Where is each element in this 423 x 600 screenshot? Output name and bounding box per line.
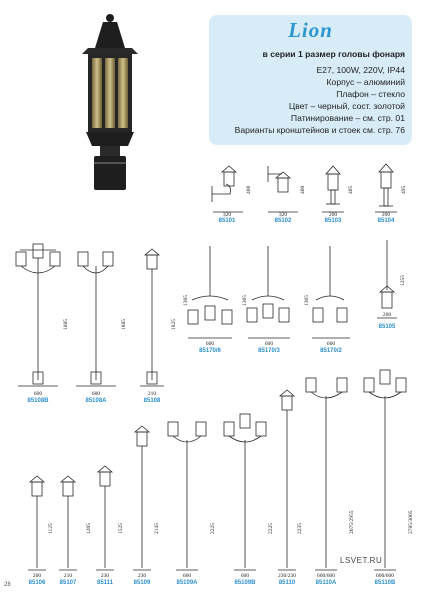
drawing-85170-6 bbox=[188, 246, 232, 338]
width-dimension: 230 bbox=[100, 573, 110, 579]
width-dimension: 600 bbox=[326, 341, 336, 347]
drawing-85107 bbox=[59, 476, 77, 570]
width-dimension: 230/230 bbox=[277, 573, 297, 579]
drawing-85170-2 bbox=[312, 246, 350, 338]
height-dimension: 2675/2955 bbox=[349, 510, 355, 534]
drawing-85110A bbox=[306, 378, 347, 570]
width-dimension: 600 bbox=[91, 391, 101, 397]
spec-line: в серии 1 размер головы фонаря bbox=[262, 49, 405, 59]
height-dimension: 1365 bbox=[304, 295, 310, 306]
width-dimension: 230 bbox=[137, 573, 147, 579]
width-dimension: 600/600 bbox=[375, 573, 395, 579]
height-dimension: 1255 bbox=[400, 275, 406, 286]
width-dimension: 210 bbox=[147, 391, 157, 397]
product-code: 85109B bbox=[234, 580, 256, 586]
spec-line: E27, 100W, 220V, IP44 bbox=[316, 65, 405, 75]
height-dimension: 2235 bbox=[297, 523, 303, 534]
height-dimension: 400 bbox=[246, 185, 252, 194]
drawing-85110 bbox=[278, 390, 296, 570]
product-code: 85170/2 bbox=[320, 348, 342, 354]
drawing-85108B bbox=[16, 244, 60, 386]
product-code: 85108A bbox=[85, 398, 107, 404]
product-code: 85170/3 bbox=[258, 348, 280, 354]
drawing-85105 bbox=[377, 240, 397, 318]
drawing-85103 bbox=[322, 166, 344, 212]
product-code: 85101 bbox=[218, 218, 236, 224]
site-url: LSVET.RU bbox=[340, 556, 383, 565]
drawing-85109 bbox=[133, 426, 151, 570]
drawing-85109B bbox=[224, 414, 266, 570]
width-dimension: 600 bbox=[182, 573, 192, 579]
height-dimension: 400 bbox=[300, 185, 306, 194]
height-dimension: 495 bbox=[401, 185, 407, 194]
height-dimension: 2785/3065 bbox=[408, 510, 414, 534]
height-dimension: 405 bbox=[348, 185, 354, 194]
height-dimension: 1365 bbox=[183, 295, 189, 306]
height-dimension: 2225 bbox=[268, 523, 274, 534]
product-code: 85170/6 bbox=[199, 348, 221, 354]
spec-line: Патинирование – см. стр. 01 bbox=[290, 113, 405, 123]
height-dimension: 1365 bbox=[242, 295, 248, 306]
height-dimension: 2145 bbox=[154, 523, 160, 534]
product-code: 85108 bbox=[143, 398, 161, 404]
width-dimension: 320 bbox=[278, 212, 288, 218]
width-dimension: 320 bbox=[222, 212, 232, 218]
drawing-85104 bbox=[375, 164, 397, 212]
drawing-85102 bbox=[268, 166, 298, 212]
product-code: 85106 bbox=[28, 580, 46, 586]
width-dimension: 600 bbox=[205, 341, 215, 347]
width-dimension: 600 bbox=[264, 341, 274, 347]
spec-line: Плафон – стекло bbox=[336, 89, 405, 99]
drawing-85109A bbox=[168, 422, 206, 570]
product-code: 85104 bbox=[377, 218, 395, 224]
product-code: 85110A bbox=[315, 580, 337, 586]
height-dimension: 1885 bbox=[121, 319, 127, 330]
product-code: 85102 bbox=[274, 218, 292, 224]
width-dimension: 600 bbox=[240, 573, 250, 579]
spec-line: Цвет – черный, сост. золотой bbox=[288, 101, 405, 111]
product-code: 85110 bbox=[278, 580, 296, 586]
height-dimension: 1885 bbox=[63, 319, 69, 330]
product-code: 85110B bbox=[374, 580, 396, 586]
spec-line: Варианты кронштейнов и стоек см. стр. 76 bbox=[234, 125, 405, 135]
height-dimension: 2225 bbox=[210, 523, 216, 534]
spec-line: Корпус – алюминий bbox=[326, 77, 405, 87]
product-code: 85107 bbox=[59, 580, 77, 586]
product-code: 85109A bbox=[176, 580, 198, 586]
width-dimension: 210 bbox=[63, 573, 73, 579]
drawing-85170-3 bbox=[247, 246, 290, 338]
drawing-85111 bbox=[96, 466, 114, 570]
brand-title: Lion bbox=[288, 18, 333, 42]
product-code: 85105 bbox=[378, 324, 396, 330]
width-dimension: 600/600 bbox=[316, 573, 336, 579]
drawing-85106 bbox=[28, 476, 46, 570]
drawing-85101 bbox=[212, 166, 243, 212]
height-dimension: 1525 bbox=[118, 523, 124, 534]
drawing-85108 bbox=[140, 249, 164, 386]
width-dimension: 200 bbox=[381, 212, 391, 218]
height-dimension: 1205 bbox=[86, 523, 92, 534]
product-code: 85103 bbox=[324, 218, 342, 224]
product-code: 85109 bbox=[133, 580, 151, 586]
width-dimension: 200 bbox=[382, 312, 392, 318]
product-code: 85111 bbox=[96, 580, 114, 586]
height-dimension: 1825 bbox=[171, 319, 177, 330]
width-dimension: 200 bbox=[328, 212, 338, 218]
width-dimension: 600 bbox=[33, 391, 43, 397]
width-dimension: 200 bbox=[32, 573, 42, 579]
drawing-85108A bbox=[76, 252, 116, 386]
page-number: 28 bbox=[4, 582, 11, 588]
height-dimension: 1125 bbox=[48, 523, 54, 534]
drawing-85110B bbox=[364, 370, 406, 570]
product-code: 85108B bbox=[27, 398, 49, 404]
